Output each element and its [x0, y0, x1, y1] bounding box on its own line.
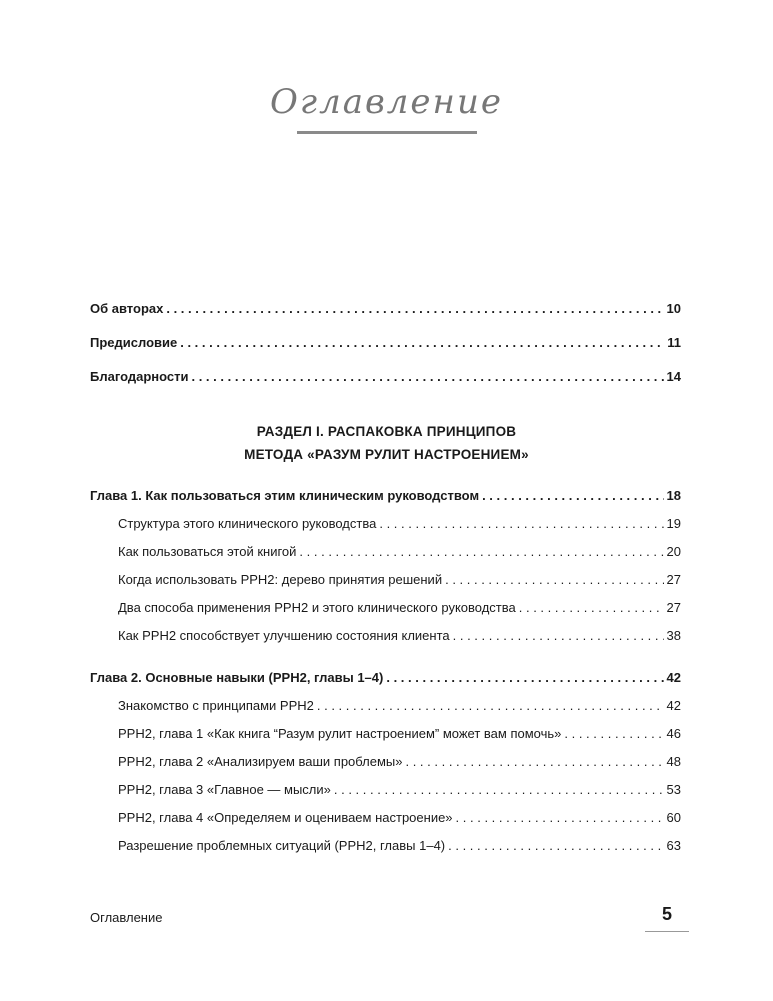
chapter-2-block: [90, 669, 681, 855]
toc-subentry[interactable]: Структура этого клинического руководства . . . 19: [90, 515, 681, 533]
toc-subentry[interactable]: РРН2, глава 2 «Анализируем ваши проблемы» . . . 48: [90, 753, 681, 771]
toc-entry-preface[interactable]: Предисловие . . . 11: [90, 334, 681, 352]
dot-leader: [445, 571, 663, 589]
page-number: 38: [666, 628, 681, 643]
toc-subentry[interactable]: Когда использовать РРН2: дерево принятия решений . . . 27: [90, 571, 681, 589]
toc-subentry[interactable]: Разрешение проблемных ситуаций (РРН2, главы 1–4) . . . 63: [90, 837, 681, 855]
dot-leader: [482, 487, 663, 505]
page-number: 10: [666, 301, 681, 316]
dot-leader: [564, 725, 663, 743]
page-number: 46: [666, 726, 681, 741]
toc-subentry[interactable]: Знакомство с принципами РРН2 . . . 42: [90, 697, 681, 715]
toc-subentry[interactable]: РРН2, глава 3 «Главное — мысли» . . . 53: [90, 781, 681, 799]
toc-entry-chapter-1[interactable]: Глава 1. Как пользоваться этим клиническим руководством . . . 18: [90, 487, 681, 505]
section-heading-line-1: РАЗДЕЛ I. РАСПАКОВКА ПРИНЦИПОВ: [256, 424, 517, 439]
dot-leader: [519, 599, 664, 617]
page-number: 27: [666, 600, 681, 615]
title-underline: [297, 131, 477, 134]
page-number: 53: [666, 782, 681, 797]
page-title: Оглавление: [270, 82, 503, 122]
dot-leader: [456, 809, 664, 827]
dot-leader: [180, 334, 664, 352]
page-number: 60: [666, 810, 681, 825]
dot-leader: [317, 697, 664, 715]
toc-entry-chapter-2[interactable]: Глава 2. Основные навыки (РРН2, главы 1–4) . . . 42: [90, 669, 681, 687]
page-number: 14: [666, 369, 681, 384]
dot-leader: [379, 515, 663, 533]
front-matter-list: [90, 300, 681, 386]
section-heading-line-2: МЕТОДА «РАЗУМ РУЛИТ НАСТРОЕНИЕМ»: [244, 447, 529, 462]
dot-leader: [453, 627, 664, 645]
dot-leader: [166, 300, 663, 318]
toc-entry-about-authors[interactable]: Об авторах . . . 10: [90, 300, 681, 318]
page-number: 11: [667, 335, 681, 350]
page-number: 18: [666, 488, 681, 503]
chapter-1-block: [90, 487, 681, 645]
toc-subentry[interactable]: РРН2, глава 4 «Определяем и оцениваем настроение» . . . 60: [90, 809, 681, 827]
page-number: 48: [666, 754, 681, 769]
dot-leader: [405, 753, 663, 771]
page-number: 27: [666, 572, 681, 587]
toc-subentry[interactable]: Два способа применения РРН2 и этого клинического руководства . . . 27: [90, 599, 681, 617]
page-number: 42: [666, 670, 681, 685]
folio-rule: [645, 931, 689, 932]
toc-entry-acknowledgements[interactable]: Благодарности . . . 14: [90, 368, 681, 386]
running-head: Оглавление: [90, 910, 163, 925]
dot-leader: [386, 669, 663, 687]
folio-page-number: 5: [661, 904, 672, 924]
dot-leader: [448, 837, 663, 855]
page-number: 19: [666, 516, 681, 531]
toc-subentry[interactable]: РРН2, глава 1 «Как книга “Разум рулит настроением” может вам помочь» . . . 46: [90, 725, 681, 743]
dot-leader: [334, 781, 664, 799]
section-heading: [0, 420, 773, 466]
page-number: 42: [666, 698, 681, 713]
toc-subentry[interactable]: Как РРН2 способствует улучшению состояния клиента . . . 38: [90, 627, 681, 645]
dot-leader: [191, 368, 663, 386]
page-number: 20: [666, 544, 681, 559]
toc-subentry[interactable]: Как пользоваться этой книгой . . . 20: [90, 543, 681, 561]
dot-leader: [299, 543, 663, 561]
page-number: 63: [666, 838, 681, 853]
